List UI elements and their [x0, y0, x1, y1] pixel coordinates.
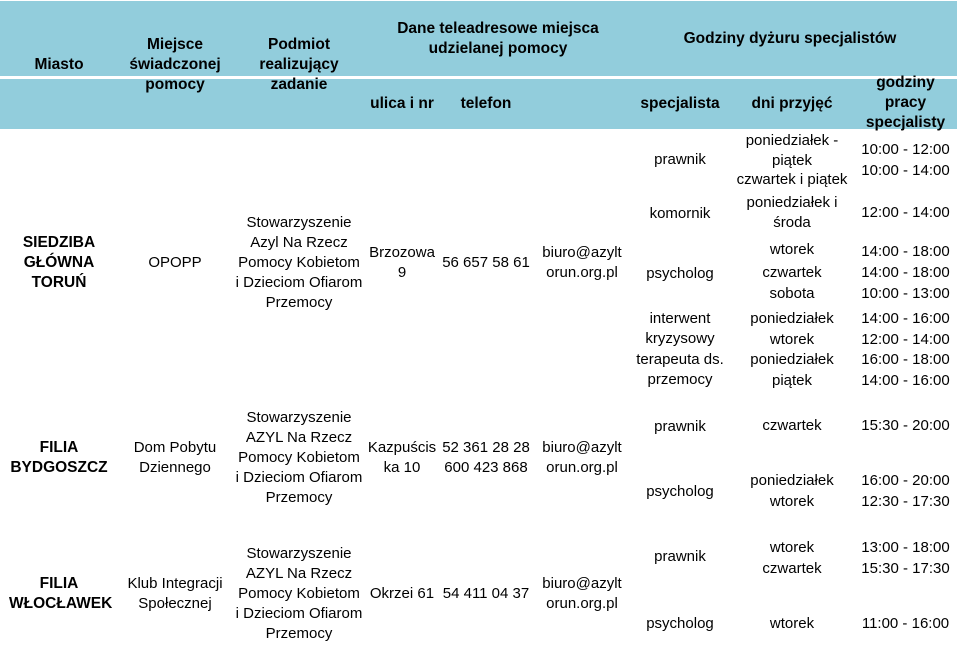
cell-dni	[730, 471, 854, 491]
godziny-text: 12:00 - 14:00	[861, 331, 950, 348]
godziny-text: 12:00 - 14:00	[861, 204, 950, 221]
cell-miasto	[0, 530, 118, 657]
dni-text: wtorek	[769, 493, 815, 510]
cell-godziny	[854, 309, 957, 329]
cell-godziny	[854, 263, 957, 283]
cell-dni	[730, 240, 854, 260]
header-godziny-dyzuru-label: Godziny dyżuru specjalistów	[683, 29, 897, 47]
cell-godziny	[854, 416, 957, 436]
header-dni	[730, 79, 854, 129]
dni-text: poniedziałek	[750, 472, 834, 489]
cell-email[interactable]	[534, 530, 630, 657]
dni-text: wtorek	[769, 241, 815, 258]
cell-dni	[730, 371, 854, 391]
header-godziny-pracy	[854, 73, 957, 131]
telefon-text: 52 361 28 28 600 423 868	[442, 439, 530, 476]
cell-godziny	[854, 492, 957, 512]
miasto-text: SIEDZIBA GŁÓWNA TORUŃ	[22, 233, 96, 291]
header-godziny-dyzuru	[630, 1, 950, 76]
telefon-text: 54 411 04 37	[442, 584, 530, 602]
header-dane-label: Dane teleadresowe miejsca udzielanej pomocy	[397, 19, 599, 57]
godziny-text: 13:00 - 18:00	[861, 539, 950, 556]
cell-podmiot	[232, 394, 366, 522]
cell-dni	[730, 350, 854, 370]
header-miasto	[0, 1, 118, 129]
header-ulica	[366, 79, 438, 129]
cell-specjalista	[630, 480, 730, 504]
cell-email[interactable]	[534, 133, 630, 392]
cell-godziny	[854, 471, 957, 491]
ulica-text: Kazpuścis ka 10	[367, 439, 437, 476]
godziny-text: 15:30 - 20:00	[861, 417, 950, 434]
email-text[interactable]: orun.org.pl	[546, 594, 618, 612]
header-dni-label: dni przyjęć	[751, 95, 833, 112]
cell-ulica	[366, 133, 438, 392]
header-miejsce	[118, 1, 232, 129]
header-dane	[366, 1, 630, 76]
cell-miejsce	[118, 133, 232, 392]
dni-text: wtorek	[769, 539, 815, 556]
cell-telefon	[438, 133, 534, 392]
dni-text: poniedziałek - piątek	[745, 132, 839, 169]
godziny-text: 10:00 - 13:00	[861, 285, 950, 302]
godziny-text: 10:00 - 12:00	[861, 141, 950, 158]
cell-godziny	[854, 371, 957, 391]
godziny-text: 10:00 - 14:00	[861, 162, 950, 179]
cell-email[interactable]	[534, 394, 630, 522]
cell-miasto	[0, 133, 118, 392]
header-ulica-label: ulica i nr	[370, 95, 434, 112]
header-telefon	[438, 79, 534, 129]
godziny-text: 14:00 - 16:00	[861, 372, 950, 389]
cell-specjalista	[630, 350, 730, 390]
cell-miasto	[0, 394, 118, 522]
specjalista-text: prawnik	[654, 548, 706, 565]
cell-podmiot	[232, 530, 366, 657]
specjalista-text: komornik	[649, 205, 711, 222]
cell-ulica	[366, 530, 438, 657]
email-text[interactable]: orun.org.pl	[546, 263, 618, 281]
cell-godziny	[854, 203, 957, 223]
cell-dni	[730, 492, 854, 512]
godziny-text: 14:00 - 18:00	[861, 243, 950, 260]
cell-specjalista	[630, 148, 730, 172]
header-specjalista-label: specjalista	[640, 95, 720, 112]
cell-specjalista	[630, 415, 730, 439]
cell-specjalista	[630, 545, 730, 569]
cell-dni	[730, 330, 854, 350]
dni-text: sobota	[769, 285, 815, 302]
godziny-text: 14:00 - 18:00	[861, 264, 950, 281]
dni-text: wtorek	[769, 615, 815, 632]
specjalista-text: interwent kryzysowy	[645, 310, 715, 347]
cell-dni	[730, 309, 854, 329]
cell-dni	[730, 416, 854, 436]
email-text[interactable]: biuro@azylt	[542, 439, 622, 456]
cell-miejsce	[118, 530, 232, 657]
ulica-text: Okrzei 61	[369, 584, 435, 602]
cell-godziny	[854, 242, 957, 262]
godziny-text: 16:00 - 20:00	[861, 472, 950, 489]
dni-text: piątek	[771, 372, 813, 389]
specjalista-text: psycholog	[646, 483, 714, 500]
miasto-text: FILIA WŁOCŁAWEK	[9, 574, 113, 612]
header-miasto-label: Miasto	[34, 56, 84, 73]
cell-dni	[730, 130, 854, 172]
cell-dni	[730, 284, 854, 304]
dni-text: poniedziałek	[750, 351, 834, 368]
miejsce-text: Dom Pobytu Dziennego	[133, 439, 217, 476]
email-text[interactable]: biuro@azylt	[542, 243, 622, 261]
cell-dni	[730, 538, 854, 558]
header-specjalista	[630, 79, 730, 129]
cell-telefon	[438, 394, 534, 522]
specjalista-text: prawnik	[654, 151, 706, 168]
cell-godziny	[854, 284, 957, 304]
cell-podmiot	[232, 133, 366, 392]
cell-dni	[730, 614, 854, 634]
cell-telefon	[438, 530, 534, 657]
dni-text: wtorek	[769, 331, 815, 348]
email-text[interactable]: orun.org.pl	[546, 459, 618, 476]
header-podmiot-label: Podmiot realizujący zadanie	[259, 36, 339, 93]
miejsce-text: Klub Integracji Społecznej	[127, 574, 223, 612]
cell-dni	[730, 559, 854, 579]
header-godziny-pracy-label: godziny pracy specjalisty	[865, 73, 946, 131]
telefon-text: 56 657 58 61	[442, 253, 530, 271]
dni-text: czwartek	[762, 560, 822, 577]
specjalista-text: prawnik	[654, 418, 706, 435]
podmiot-text: Stowarzyszenie AZYL Na Rzecz Pomocy Kobietom i Dzieciom Ofiarom Przemocy	[235, 409, 363, 506]
cell-godziny	[854, 140, 957, 160]
header-podmiot	[232, 1, 366, 129]
miejsce-text: OPOPP	[148, 253, 202, 271]
specjalista-text: psycholog	[646, 265, 714, 282]
cell-miejsce	[118, 394, 232, 522]
godziny-text: 15:30 - 17:30	[861, 560, 950, 577]
header-telefon-label: telefon	[460, 95, 512, 112]
cell-godziny	[854, 538, 957, 558]
ulica-text: Brzozowa 9	[369, 243, 435, 281]
dni-text: czwartek i piątek	[736, 171, 848, 188]
cell-specjalista	[630, 202, 730, 226]
cell-ulica	[366, 394, 438, 522]
cell-godziny	[854, 330, 957, 350]
dni-text: poniedziałek i środa	[746, 194, 838, 231]
dni-text: czwartek	[762, 417, 822, 434]
cell-specjalista	[630, 262, 730, 286]
header-miejsce-label: Miejsce świadczonej pomocy	[129, 36, 221, 93]
cell-godziny	[854, 161, 957, 181]
specjalista-text: psycholog	[646, 615, 714, 632]
cell-godziny	[854, 350, 957, 370]
cell-specjalista	[630, 612, 730, 636]
cell-specjalista	[630, 309, 730, 349]
podmiot-text: Stowarzyszenie Azyl Na Rzecz Pomocy Kobietom i Dzieciom Ofiarom Przemocy	[235, 213, 363, 311]
cell-godziny	[854, 559, 957, 579]
godziny-text: 16:00 - 18:00	[861, 351, 950, 368]
specjalista-text: terapeuta ds. przemocy	[636, 351, 724, 388]
godziny-text: 11:00 - 16:00	[861, 615, 950, 632]
cell-dni	[730, 192, 854, 234]
cell-dni	[730, 170, 854, 190]
dni-text: poniedziałek	[750, 310, 834, 327]
podmiot-text: Stowarzyszenie AZYL Na Rzecz Pomocy Kobietom i Dzieciom Ofiarom Przemocy	[235, 544, 363, 642]
godziny-text: 14:00 - 16:00	[861, 310, 950, 327]
dni-text: czwartek	[762, 264, 822, 281]
email-text[interactable]: biuro@azylt	[542, 574, 622, 592]
cell-dni	[730, 263, 854, 283]
cell-godziny	[854, 614, 957, 634]
miasto-text: FILIA BYDGOSZCZ	[10, 439, 108, 476]
godziny-text: 12:30 - 17:30	[861, 493, 950, 510]
